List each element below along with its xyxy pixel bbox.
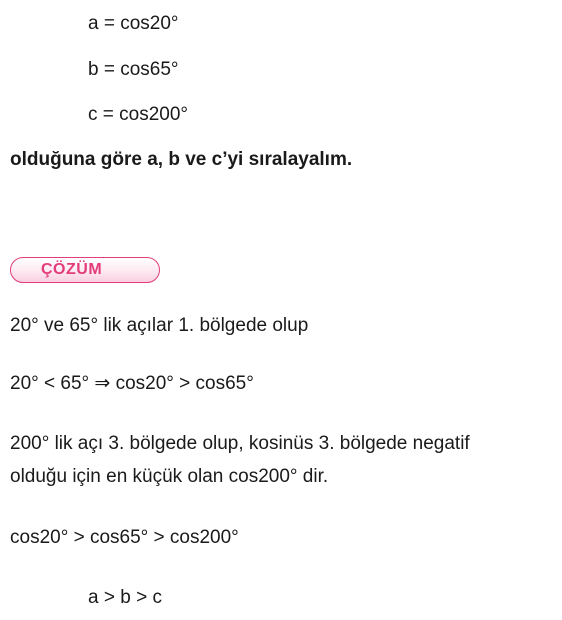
solution-line-4: cos20° > cos65° > cos200° (10, 527, 239, 548)
solution-badge-label: ÇÖZÜM (41, 261, 103, 278)
definition-c: c = cos200° (88, 104, 189, 125)
definition-b: b = cos65° (88, 59, 179, 80)
solution-line-3a: 200° lik açı 3. bölgede olup, kosinüs 3. bölgede negatif (10, 433, 470, 454)
solution-line-3b: olduğu için en küçük olan cos200° dir. (10, 466, 329, 487)
question-text: olduğuna göre a, b ve c’yi sıralayalım. (10, 149, 353, 170)
solution-badge (10, 257, 160, 283)
solution-line-1: 20° ve 65° lik açılar 1. bölgede olup (10, 315, 309, 336)
definition-a: a = cos20° (88, 13, 179, 34)
solution-line-2: 20° < 65° ⇒ cos20° > cos65° (10, 373, 254, 394)
solution-result: a > b > c (88, 587, 162, 608)
